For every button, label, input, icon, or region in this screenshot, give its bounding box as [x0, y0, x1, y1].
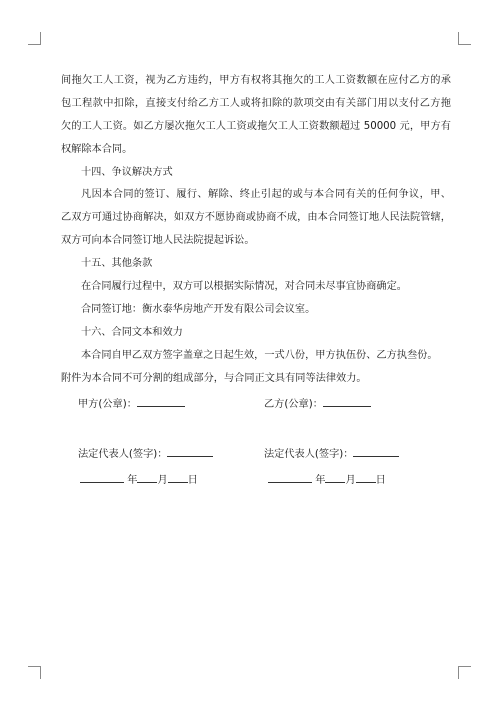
party-seal-row	[0, 396, 500, 412]
rep-b-blank	[353, 446, 399, 457]
party-b-date: 年 月 日	[268, 472, 386, 489]
party-b-representative: 法定代表人(签字)：	[264, 446, 399, 463]
party-a-representative: 法定代表人(签字)：	[78, 446, 213, 463]
paragraph-line: 欠的工人工资。如乙方屡次拖欠工人工资或拖欠工人工资数额超过 50000 元，甲方有	[61, 120, 451, 132]
rep-a-blank	[167, 446, 213, 457]
section-heading-15: 十五、其他条款	[81, 258, 153, 270]
crop-mark-top-right	[458, 32, 471, 45]
representative-row	[0, 446, 500, 462]
section-heading-14: 十四、争议解决方式	[81, 166, 173, 178]
party-a-blank	[137, 396, 185, 407]
crop-mark-top-left	[28, 32, 41, 45]
party-a-date: 年 月 日	[80, 472, 198, 489]
paragraph-line: 附件为本合同不可分割的组成部分，与合同正文具有同等法律效力。	[61, 372, 367, 384]
paragraph-line: 在合同履行过程中，双方可以根据实际情况，对合同未尽事宜协商确定。	[81, 281, 407, 293]
party-a-seal: 甲方(公章)：	[78, 396, 185, 413]
paragraph-line: 包工程款中扣除，直接支付给乙方工人或将扣除的款项交由有关部门用以支付乙方拖	[61, 97, 451, 109]
paragraph-line: 双方可向本合同签订地人民法院提起诉讼。	[61, 235, 255, 247]
paragraph-line: 凡因本合同的签订、履行、解除、终止引起的或与本合同有关的任何争议，甲、	[81, 189, 451, 201]
paragraph-line: 乙双方可通过协商解决，如双方不愿协商或协商不成，由本合同签订地人民法院管辖，	[61, 212, 451, 224]
crop-mark-bottom-right	[458, 666, 471, 679]
crop-mark-bottom-left	[28, 666, 41, 679]
paragraph-line: 本合同自甲乙双方签字盖章之日起生效，一式八份，甲方执伍份、乙方执叁份。	[81, 349, 438, 361]
paragraph-line: 权解除本合同。	[61, 143, 133, 155]
contract-body	[61, 70, 451, 390]
party-b-seal: 乙方(公章)：	[264, 396, 371, 413]
date-row	[0, 472, 500, 488]
signing-location: 合同签订地：衡水泰华房地产开发有限公司会议室。	[81, 303, 316, 315]
party-b-blank	[323, 396, 371, 407]
section-heading-16: 十六、合同文本和效力	[81, 326, 183, 338]
paragraph-line: 间拖欠工人工资，视为乙方违约，甲方有权将其拖欠的工人工资数额在应付乙方的承	[61, 75, 451, 86]
